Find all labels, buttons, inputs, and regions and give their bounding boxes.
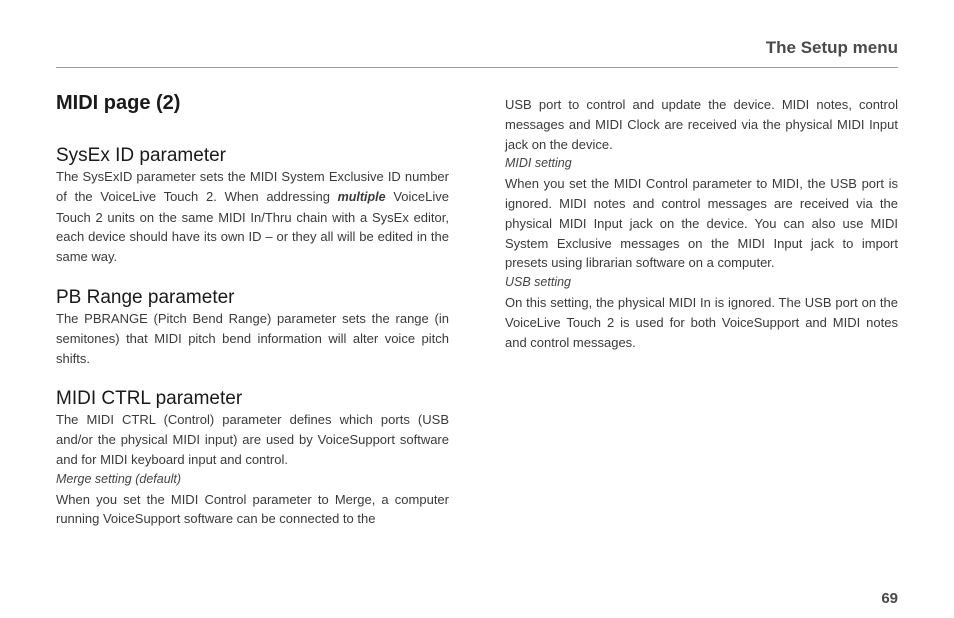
usb-caption: USB setting — [505, 275, 572, 290]
pbrange-heading: PB Range parameter — [56, 286, 235, 308]
midictrl-section — [56, 388, 449, 529]
midi-caption: MIDI setting — [505, 156, 572, 171]
sysex-heading: SysEx ID parameter — [56, 145, 226, 166]
page-number: 69 — [881, 590, 898, 607]
running-header: The Setup menu — [765, 38, 898, 57]
midictrl-heading: MIDI CTRL parameter — [56, 388, 243, 410]
sysex-text-a: The SysExID parameter sets the MIDI System Exclusive ID number of the VoiceLive Touch 2. When addressing — [56, 169, 449, 204]
merge-paragraph-left: When you set the MIDI Control parameter to Merge, a computer running VoiceSupport software can be connected to the — [56, 491, 449, 527]
merge-caption: Merge setting (default) — [56, 471, 182, 486]
sysex-section — [56, 145, 449, 267]
sysex-text-b: VoiceLive Touch 2 units on the same MIDI In/Thru chain with a SysEx editor, each device should have its own ID – or they all will be edited in the same way. — [56, 188, 449, 265]
sysex-emphasis: multiple — [337, 189, 386, 204]
left-column — [56, 92, 449, 529]
merge-paragraph-right: USB port to control and update the device. MIDI notes, control messages and MIDI Clock are received via the physical MIDI Input jack on the device. — [505, 97, 898, 152]
midictrl-paragraph: The MIDI CTRL (Control) parameter defines which ports (USB and/or the physical MIDI input) are used by VoiceSupport software and for MIDI keyboard input and control. — [56, 412, 449, 467]
pbrange-paragraph: The PBRANGE (Pitch Bend Range) parameter sets the range (in semitones) that MIDI pitch bend information will alter voice pitch shifts. — [56, 310, 449, 366]
midi-paragraph: When you set the MIDI Control parameter to MIDI, the USB port is ignored. MIDI notes and control messages are received via the physical MIDI Input jack on the device. You can also use MIDI System Exclusive messages on the MIDI Input jack to import presets using librarian software on a computer. — [505, 176, 898, 271]
pbrange-section — [56, 287, 449, 368]
page-title: MIDI page (2) — [56, 92, 181, 114]
header-rule — [56, 67, 898, 68]
right-column — [505, 95, 898, 352]
sysex-paragraph — [56, 167, 449, 267]
usb-paragraph: On this setting, the physical MIDI In is ignored. The USB port on the VoiceLive Touch 2 is used for both VoiceSupport and MIDI notes and control messages. — [505, 294, 898, 350]
